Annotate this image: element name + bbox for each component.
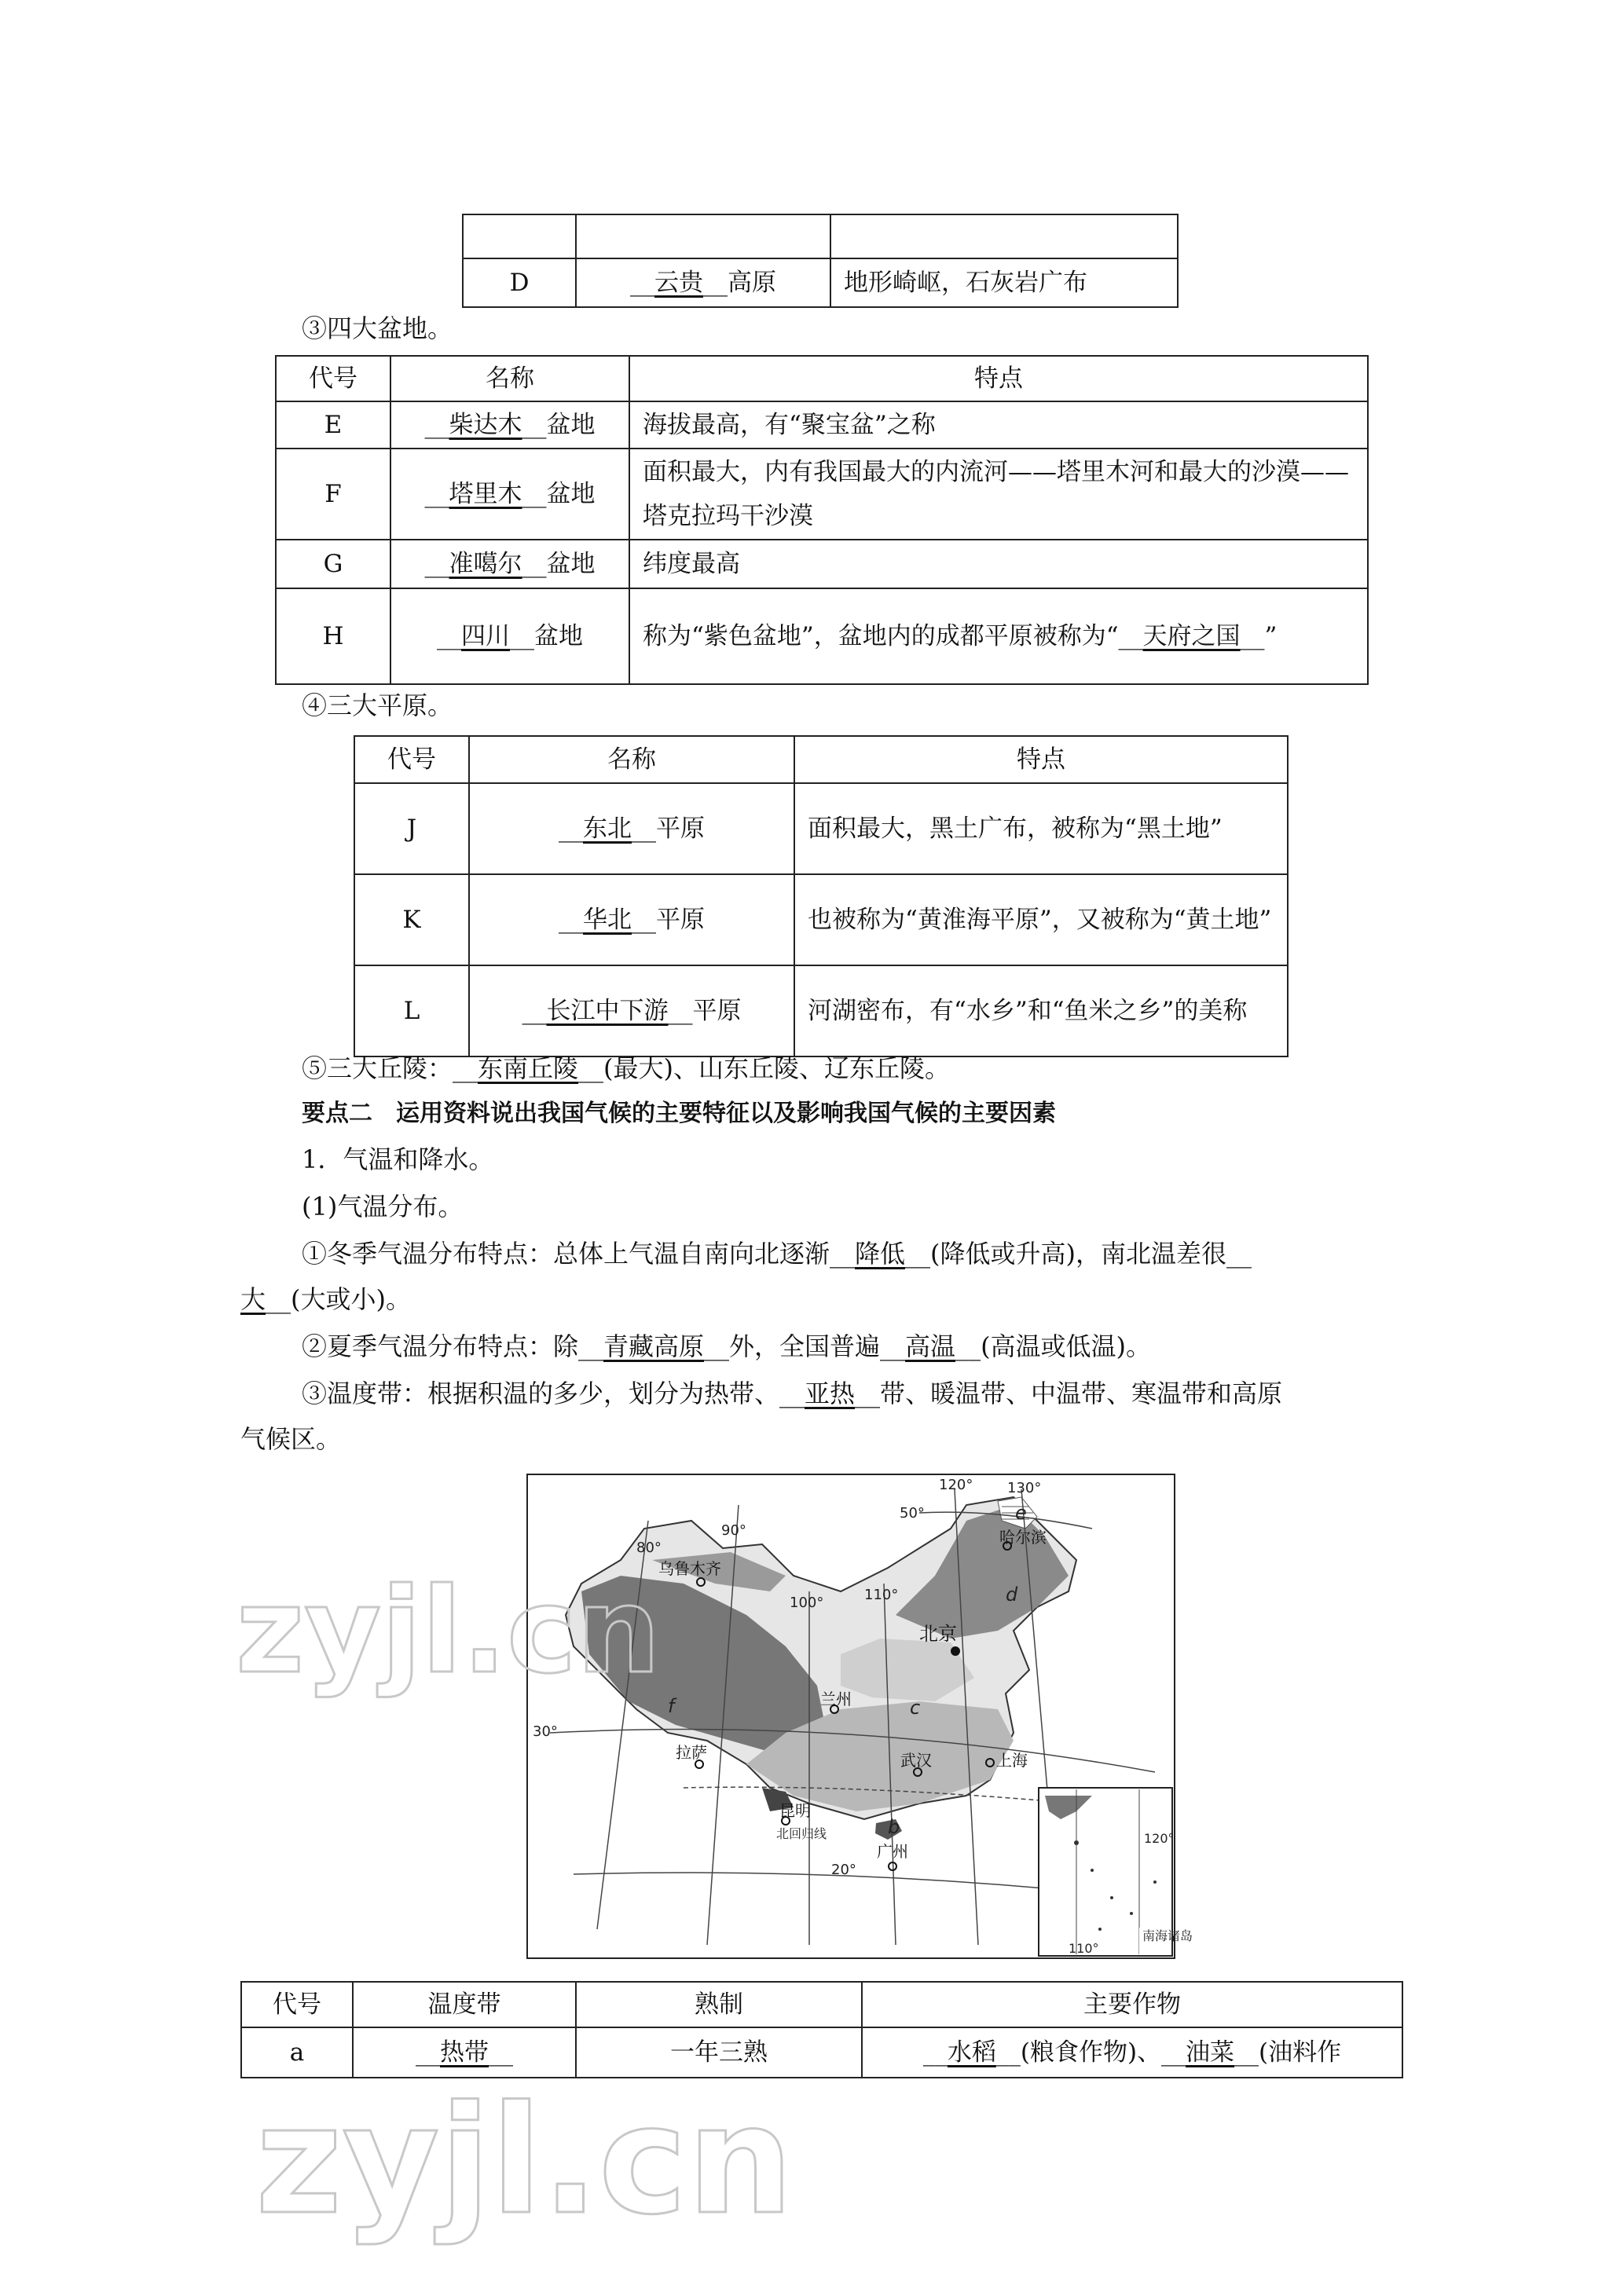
plains-header-feature: 特点 (794, 736, 1288, 783)
city-label: 兰州 (820, 1690, 852, 1708)
table-d (462, 214, 1179, 308)
plains-header-code: 代号 (354, 736, 469, 783)
city-label: 上海 (996, 1751, 1028, 1770)
basin-code: F (276, 449, 390, 540)
basin-code: E (276, 401, 390, 449)
hills-line: ⑤三大丘陵：__东南丘陵__(最大)、山东丘陵、辽东丘陵。 (302, 1053, 951, 1083)
zone-header-harvest: 熟制 (576, 1982, 862, 2027)
zone-letter: b (888, 1816, 900, 1838)
zone-code: a (241, 2027, 353, 2078)
plains-header-name: 名称 (469, 736, 794, 783)
plain-feature: 也被称为“黄淮海平原”，又被称为“黄土地” (794, 874, 1288, 965)
basins-table (275, 355, 1369, 685)
lon-label: 100° (790, 1595, 824, 1611)
plain-code: L (354, 965, 469, 1056)
basin-feature: 称为“紫色盆地”，盆地内的成都平原被称为“__天府之国__” (629, 588, 1368, 684)
plain-name: __长江中下游__平原 (469, 965, 794, 1056)
city-label: 拉萨 (676, 1743, 707, 1762)
lon-label: 90° (721, 1522, 746, 1539)
zone-letter: d (1006, 1584, 1018, 1606)
tropic-label: 北回归线 (776, 1826, 827, 1841)
lon-label: 80° (636, 1540, 662, 1556)
item-1-1: (1)气温分布。 (302, 1192, 464, 1221)
basins-header-feature: 特点 (629, 356, 1368, 401)
zone-harvest: 一年三熟 (576, 2027, 862, 2078)
zone-letter: c (910, 1697, 921, 1719)
plains-title: ④三大平原。 (302, 690, 453, 720)
table-d-name: __云贵__高原 (576, 258, 830, 307)
basin-name: __柴达木__盆地 (390, 401, 629, 449)
zone-header-code: 代号 (241, 1982, 353, 2027)
basin-name: __塔里木__盆地 (390, 449, 629, 540)
lat-label: 50° (900, 1505, 925, 1522)
basins-header-code: 代号 (276, 356, 390, 401)
basins-title: ③四大盆地。 (302, 313, 453, 343)
zone-name: __热带__ (353, 2027, 576, 2078)
city-label: 乌鲁木齐 (658, 1559, 721, 1578)
lon-label: 110° (864, 1587, 899, 1603)
city-label: 哈尔滨 (999, 1528, 1047, 1547)
basin-name: __四川__盆地 (390, 588, 629, 684)
plains-table (354, 735, 1289, 1057)
basin-feature: 面积最大，内有我国最大的内流河——塔里木河和最大的沙漠——塔克拉玛干沙漠 (629, 449, 1368, 540)
lon-label: 120° (939, 1477, 973, 1493)
table-d-feature: 地形崎岖，石灰岩广布 (830, 258, 1178, 307)
lat-label: 30° (533, 1723, 558, 1740)
zone-header-crops: 主要作物 (862, 1982, 1402, 2027)
zone-header-zone: 温度带 (353, 1982, 576, 2027)
table-d-code: D (463, 258, 576, 307)
temperature-zone-map (526, 1474, 1193, 1959)
city-label: 广州 (877, 1842, 908, 1861)
lon-label: 130° (1007, 1480, 1042, 1496)
winter-line: ①冬季气温分布特点：总体上气温自南向北逐渐__降低__(降低或升高)，南北温差很__ (302, 1239, 1252, 1269)
basin-feature: 纬度最高 (629, 540, 1368, 588)
plain-feature: 面积最大，黑土广布，被称为“黑土地” (794, 783, 1288, 874)
zone-letter: e (1015, 1502, 1027, 1524)
watermark: zyjl.cn (236, 1563, 661, 1700)
inset-lon-110: 110° (1069, 1941, 1099, 1956)
basin-feature: 海拔最高，有“聚宝盆”之称 (629, 401, 1368, 449)
city-label: 昆明 (779, 1801, 811, 1820)
inset-label: 南海诸岛 (1142, 1928, 1193, 1943)
zone-crops: __水稻__(粮食作物)、__油菜__(油料作 (862, 2027, 1402, 2078)
plain-feature: 河湖密布，有“水乡”和“鱼米之乡”的美称 (794, 965, 1288, 1056)
city-label: 北京 (919, 1623, 957, 1645)
lat-label: 20° (831, 1862, 856, 1878)
basin-code: H (276, 588, 390, 684)
winter-line-2: 大__(大或小)。 (240, 1284, 411, 1314)
basins-header-name: 名称 (390, 356, 629, 401)
basin-name: __准噶尔__盆地 (390, 540, 629, 588)
summer-line: ②夏季气温分布特点：除__青藏高原__外，全国普遍__高温__(高温或低温)。 (302, 1331, 1152, 1361)
zones-line: ③温度带：根据积温的多少，划分为热带、__亚热__带、暖温带、中温带、寒温带和高原 (302, 1379, 1283, 1408)
plain-name: __华北__平原 (469, 874, 794, 965)
basin-code: G (276, 540, 390, 588)
inset-lon-120: 120° (1144, 1831, 1175, 1846)
zone-table (240, 1981, 1403, 2078)
plain-name: __东北__平原 (469, 783, 794, 874)
item-1: 1．气温和降水。 (302, 1144, 494, 1174)
zone-letter: f (668, 1695, 675, 1717)
key-point-heading: 要点二 运用资料说出我国气候的主要特征以及影响我国气候的主要因素 (302, 1100, 1056, 1127)
city-label: 武汉 (900, 1751, 932, 1770)
zones-line-2: 气候区。 (240, 1424, 342, 1454)
plain-code: J (354, 783, 469, 874)
watermark: zyjl.cn (255, 2074, 794, 2247)
plain-code: K (354, 874, 469, 965)
south-china-sea-inset (1039, 1788, 1193, 1956)
